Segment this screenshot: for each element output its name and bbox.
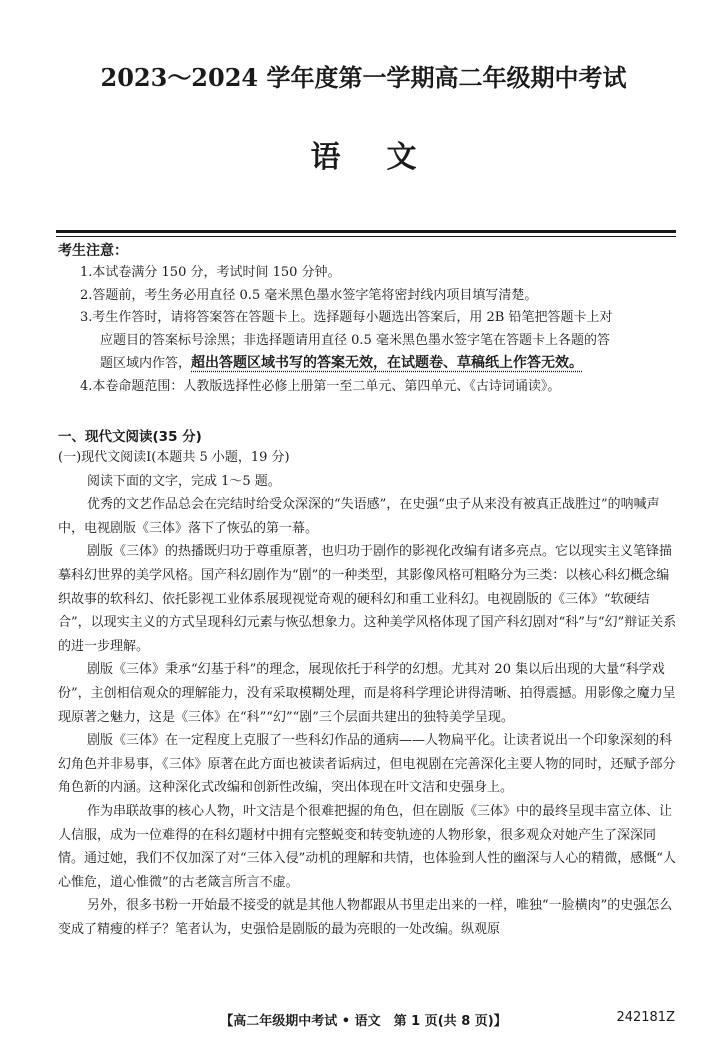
- notice-list: [80, 262, 676, 398]
- subsection-title: (一)现代文阅读Ⅰ(本题共 5 小题，19 分): [58, 450, 290, 465]
- subject-title: 语文: [310, 140, 463, 175]
- notice-item-2: 2.答题前，考生务必用直径 0.5 毫米黑色墨水签字笔将密封线内项目填写清楚。: [80, 287, 538, 303]
- reading-passage: [58, 446, 678, 941]
- reading-instruction: 阅读下面的文字，完成 1～5 题。: [87, 473, 281, 489]
- paragraph: 优秀的文艺作品总会在完结时给受众深深的“失语感”，在史强“虫子从来没有被真正战胜过”的呐喊声中，电视剧版《三体》落下了恢弘的第一幕。: [58, 497, 660, 536]
- header-divider-thin: [56, 236, 676, 237]
- footer-exam-code: 242181Z: [616, 1010, 675, 1025]
- exam-title: 2023～2024 学年度第一学期高二年级期中考试: [100, 63, 627, 92]
- notice-item-4: 4.本卷命题范围：人教版选择性必修上册第一至二单元、第四单元、《古诗词诵读》。: [80, 378, 561, 394]
- paragraph: 作为串联故事的核心人物，叶文洁是个很难把握的角色，但在剧版《三体》中的最终呈现丰富立体、让人信服，成为一位难得的在科幻题材中拥有完整蜕变和转变轨迹的人物形象，很多观众对她产生了深深同情。通过她，我们不仅加深了对“三体入侵”动机的理解和共情，也体验到人性的幽深与人心的精微，感慨“人心惟危，道心惟微”的古老箴言所言不虚。: [58, 803, 676, 890]
- notice-item-3-emphasis: 超出答题区域书写的答案无效，在试题卷、草稿纸上作答无效。: [191, 355, 584, 371]
- notice-item-1: 1.本试卷满分 150 分，考试时间 150 分钟。: [80, 265, 341, 280]
- header-divider-thick: [56, 230, 676, 233]
- paragraph: 剧版《三体》秉承“幻基于科”的理念，展现依托于科学的幻想。尤其对 20 集以后出现的大量“科学戏份”，主创相信观众的理解能力，没有采取模糊处理，而是将科学理论讲得清晰、拍得震撼。用影像之魔力呈现原著之魅力，这是《三体》在“科”“幻”“剧”三个层面共建出的独特美学呈现。: [58, 662, 676, 725]
- notice-item-3-line-3: [80, 352, 676, 376]
- notice-item-3-plain: 题区域内作答，: [100, 356, 192, 371]
- paragraph: 剧版《三体》的热播既归功于尊重原著，也归功于剧作的影视化改编有诸多亮点。它以现实主义笔锋描摹科幻世界的美学风格。国产科幻剧作为“剧”的一种类型，其影像风格可粗略分为三类：以核心科幻概念编织故事的软科幻、依托影视工业体系展现视觉奇观的硬科幻和重工业科幻。电视剧版的《三体》“软硬结合”，以现实主义的方式呈现科幻元素与恢弘想象力。这种美学风格体现了国产科幻剧对“科”与“幻”辩证关系的进一步理解。: [58, 544, 677, 654]
- paragraph: 另外，很多书粉一开始最不接受的就是其他人物都跟从书里走出来的一样，唯独“一脸横肉”的史强怎么变成了精瘦的样子？笔者认为，史强恰是剧版的最为亮眼的一处改编。纵观原: [58, 898, 673, 937]
- notice-item-3-line-2: 应题目的答案标号涂黑；非选择题请用直径 0.5 毫米黑色墨水签字笔在答题卡上各题的答: [100, 332, 610, 348]
- notice-heading: 考生注意：: [58, 243, 128, 259]
- paragraph: 剧版《三体》在一定程度上克服了一些科幻作品的通病——人物扁平化。让读者说出一个印象深刻的科幻角色并非易事，《三体》原著在此方面也被读者诟病过，但电视剧在完善深化主要人物的同时，还赋予部分角色新的内涵。这种深化式改编和创新性改编，突出体现在叶文洁和史强身上。: [58, 733, 676, 796]
- footer-page-info: 【高二年级期中考试 • 语文 第 1 页(共 8 页)】: [220, 1014, 507, 1029]
- notice-item-3-line-1: 3.考生作答时，请将答案答在答题卡上。选择题每小题选出答案后，用 2B 铅笔把答题卡上对: [80, 310, 613, 325]
- section-title: 一、现代文阅读(35 分): [58, 429, 202, 445]
